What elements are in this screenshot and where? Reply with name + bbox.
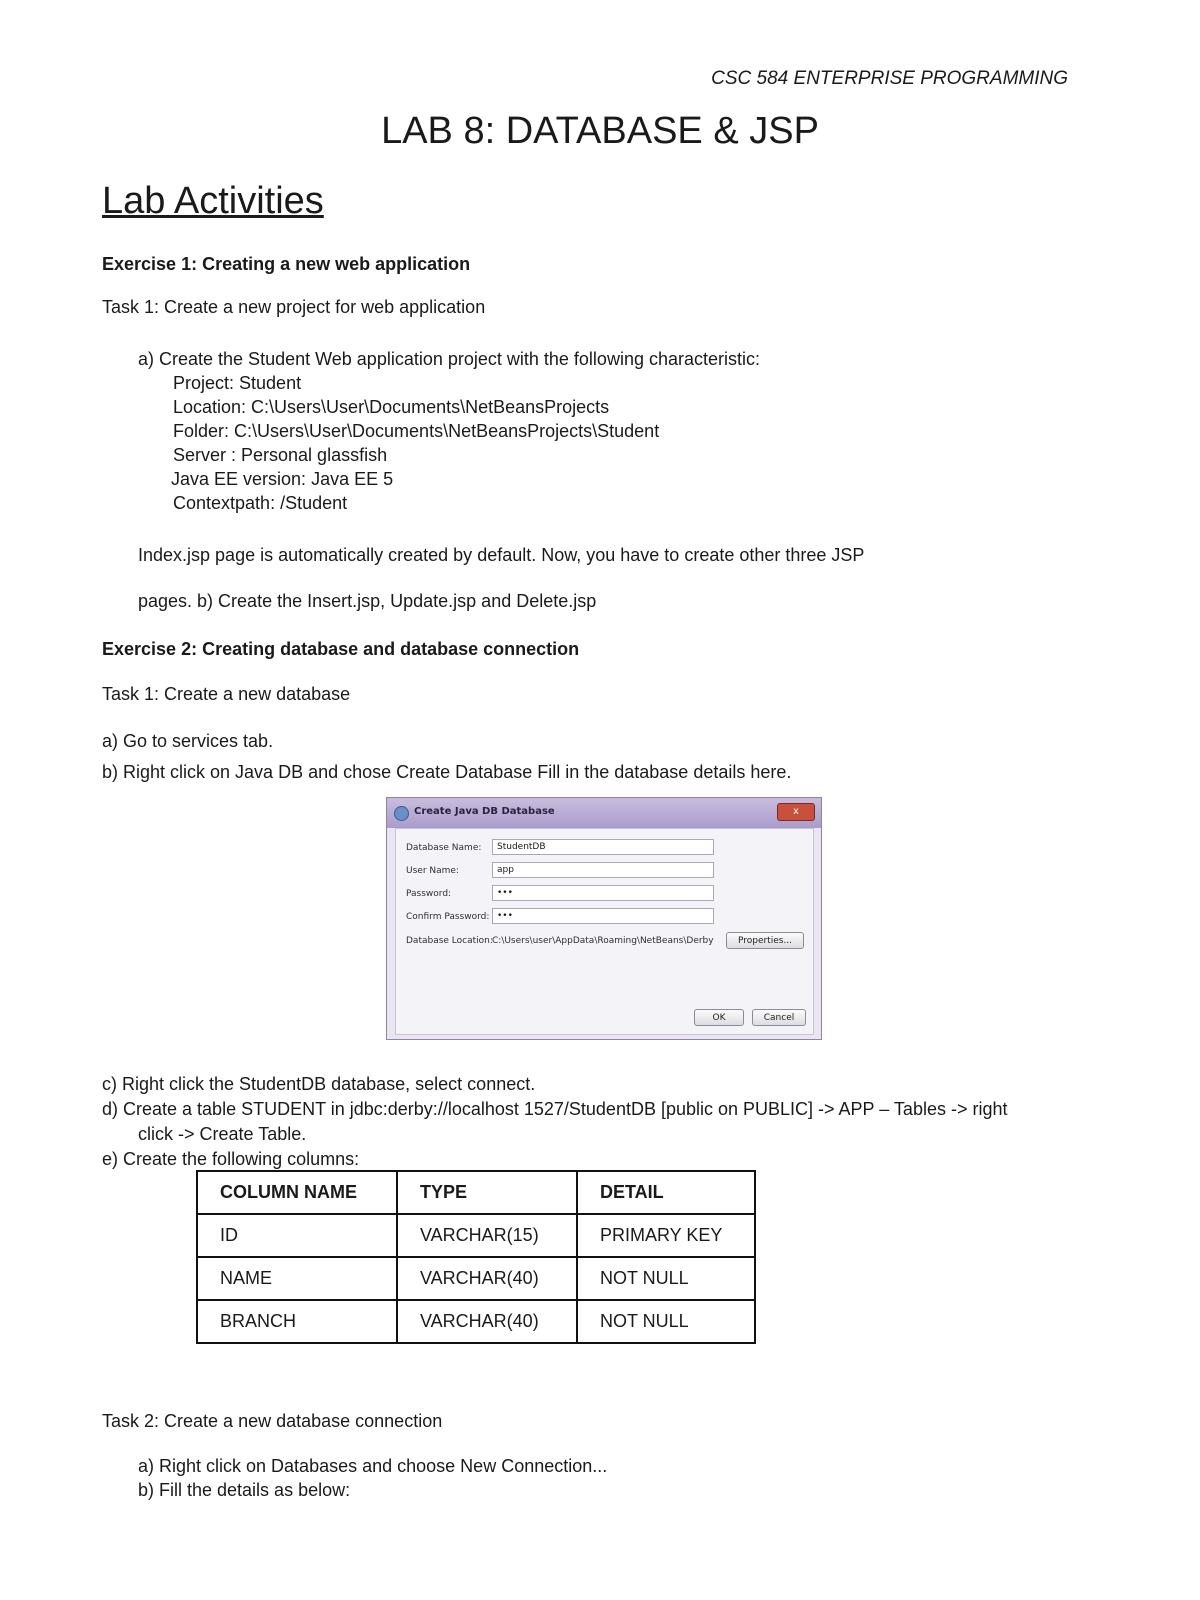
table-header-type: TYPE <box>397 1171 577 1214</box>
exercise2-step-d-line2: click -> Create Table. <box>138 1124 307 1144</box>
detail-javaee-version: Java EE version: Java EE 5 <box>171 469 394 489</box>
exercise1-note-line1: Index.jsp page is automatically created by default. Now, you have to create other three JSP <box>138 545 865 565</box>
table-cell: BRANCH <box>197 1300 397 1343</box>
table-header-column-name: COLUMN NAME <box>197 1171 397 1214</box>
exercise2-heading: Exercise 2: Creating database and database connection <box>102 639 580 659</box>
table-cell: NOT NULL <box>577 1300 755 1343</box>
dialog-close-button[interactable]: x <box>777 803 815 821</box>
exercise2-step-a: a) Go to services tab. <box>102 731 274 751</box>
exercise2-step-d-line1: d) Create a table STUDENT in jdbc:derby://localhost 1527/StudentDB [public on PUBLIC] -> APP – Tables -> right <box>102 1099 1008 1119</box>
table-row <box>197 1300 755 1343</box>
table-row <box>197 1214 755 1257</box>
table-cell: NAME <box>197 1257 397 1300</box>
exercise1-task1: Task 1: Create a new project for web application <box>102 297 486 317</box>
dialog-title-bar <box>387 798 821 828</box>
table-cell: VARCHAR(40) <box>397 1257 577 1300</box>
confirm-password-input[interactable]: ••• <box>492 908 714 924</box>
exercise2-step-e: e) Create the following columns: <box>102 1149 360 1169</box>
properties-button[interactable]: Properties... <box>726 932 804 949</box>
table-cell: PRIMARY KEY <box>577 1214 755 1257</box>
confirm-password-label: Confirm Password: <box>406 912 490 922</box>
ok-button[interactable]: OK <box>694 1009 744 1026</box>
user-name-input[interactable]: app <box>492 862 714 878</box>
exercise2-task2: Task 2: Create a new database connection <box>102 1411 443 1431</box>
create-database-dialog-screenshot <box>386 797 822 1040</box>
db-name-label: Database Name: <box>406 843 482 853</box>
cancel-button[interactable]: Cancel <box>752 1009 806 1026</box>
table-row <box>197 1257 755 1300</box>
exercise2-task2-step-b: b) Fill the details as below: <box>138 1480 351 1500</box>
columns-table <box>196 1170 756 1344</box>
user-name-label: User Name: <box>406 866 459 876</box>
table-cell: VARCHAR(15) <box>397 1214 577 1257</box>
java-db-icon <box>394 806 409 821</box>
exercise1-step-a: a) Create the Student Web application project with the following characteristic: <box>138 349 760 369</box>
page-title: LAB 8: DATABASE & JSP <box>381 110 819 152</box>
password-input[interactable]: ••• <box>492 885 714 901</box>
detail-contextpath: Contextpath: /Student <box>173 493 348 513</box>
exercise2-step-b: b) Right click on Java DB and chose Create Database Fill in the database details here. <box>102 762 792 782</box>
course-header: CSC 584 ENTERPRISE PROGRAMMING <box>711 68 1068 89</box>
table-cell: VARCHAR(40) <box>397 1300 577 1343</box>
password-label: Password: <box>406 889 452 899</box>
table-cell: NOT NULL <box>577 1257 755 1300</box>
detail-location: Location: C:\Users\User\Documents\NetBeansProjects <box>173 397 610 417</box>
detail-folder: Folder: C:\Users\User\Documents\NetBeansProjects\Student <box>173 421 660 441</box>
dialog-body <box>395 828 814 1035</box>
exercise1-heading: Exercise 1: Creating a new web application <box>102 254 471 274</box>
section-heading: Lab Activities <box>102 180 324 222</box>
exercise1-note-line2: pages. b) Create the Insert.jsp, Update.jsp and Delete.jsp <box>138 591 597 611</box>
detail-project: Project: Student <box>173 373 302 393</box>
dialog-title: Create Java DB Database <box>414 806 555 817</box>
db-location-value: C:\Users\user\AppData\Roaming\NetBeans\Derby <box>492 936 714 946</box>
table-header-row <box>197 1171 755 1214</box>
exercise2-task2-step-a: a) Right click on Databases and choose New Connection... <box>138 1456 608 1476</box>
db-name-input[interactable]: StudentDB <box>492 839 714 855</box>
exercise2-step-c: c) Right click the StudentDB database, select connect. <box>102 1074 536 1094</box>
detail-server: Server : Personal glassfish <box>173 445 388 465</box>
table-header-detail: DETAIL <box>577 1171 755 1214</box>
table-cell: ID <box>197 1214 397 1257</box>
db-location-label: Database Location: <box>406 936 493 946</box>
exercise2-task1: Task 1: Create a new database <box>102 684 351 704</box>
